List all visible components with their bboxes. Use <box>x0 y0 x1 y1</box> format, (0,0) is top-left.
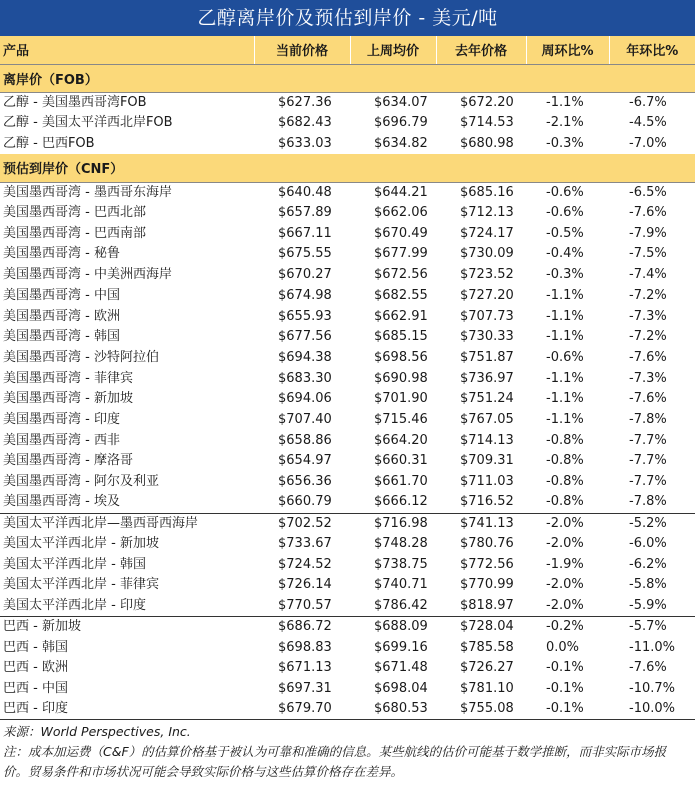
year-change-cell: -6.7% <box>629 94 667 110</box>
week-change-cell: -0.8% <box>546 494 584 510</box>
current-price-cell: $640.48 <box>278 184 332 200</box>
last-week-avg-cell: $661.70 <box>374 474 428 490</box>
last-year-price-cell: $716.52 <box>460 494 514 510</box>
week-change-cell: -0.3% <box>546 135 584 151</box>
year-change-cell: -7.7% <box>629 474 667 490</box>
last-week-avg-cell: $634.07 <box>374 94 428 110</box>
last-year-price-cell: $751.87 <box>460 349 514 365</box>
table-row <box>0 368 695 389</box>
year-change-cell: -7.6% <box>629 660 667 676</box>
year-change-cell: -5.9% <box>629 597 667 613</box>
week-change-cell: -0.1% <box>546 680 584 696</box>
current-price-cell: $683.30 <box>278 370 332 386</box>
last-week-avg-cell: $748.28 <box>374 536 428 552</box>
current-price-cell: $733.67 <box>278 536 332 552</box>
section-header-row <box>0 64 695 92</box>
product-name-cell: 美国墨西哥湾 - 巴西北部 <box>3 205 146 221</box>
product-name-cell: 美国太平洋西北岸 - 菲律宾 <box>3 577 159 593</box>
section-label: 预估到岸价（CNF） <box>0 154 695 182</box>
last-week-avg-cell: $680.53 <box>350 699 436 720</box>
current-price-cell: $686.72 <box>254 617 350 638</box>
last-year-price-cell: $781.10 <box>460 680 514 696</box>
current-price-cell: $694.06 <box>278 391 332 407</box>
last-week-avg-cell: $666.12 <box>374 494 428 510</box>
last-week-avg-cell: $685.15 <box>374 329 428 345</box>
year-change-cell: -7.3% <box>629 308 667 324</box>
current-price-cell: $682.43 <box>278 115 332 131</box>
header-row <box>0 36 695 64</box>
year-change-cell: -5.7% <box>609 617 695 638</box>
week-change-cell: -1.1% <box>546 287 584 303</box>
table-row <box>0 679 695 700</box>
week-change-cell: -0.1% <box>546 660 584 676</box>
year-change-cell: -7.8% <box>629 411 667 427</box>
product-name-cell: 美国墨西哥湾 - 沙特阿拉伯 <box>3 349 159 365</box>
last-year-price-cell: $785.58 <box>460 639 514 655</box>
last-week-avg-cell: $662.91 <box>374 308 428 324</box>
col-header-year-change: 年环比% <box>609 36 695 64</box>
year-change-cell: -7.2% <box>629 329 667 345</box>
product-name-cell: 美国墨西哥湾 - 新加坡 <box>3 391 133 407</box>
table-row <box>0 575 695 596</box>
product-name-cell: 美国墨西哥湾 - 中美洲西海岸 <box>3 267 172 283</box>
last-year-price-cell: $714.13 <box>460 432 514 448</box>
week-change-cell: -0.5% <box>546 225 584 241</box>
year-change-cell: -7.0% <box>629 135 667 151</box>
last-week-avg-cell: $671.48 <box>374 660 428 676</box>
section-header-row <box>0 154 695 182</box>
last-year-price-cell: $711.03 <box>460 474 514 490</box>
last-year-price-cell: $818.97 <box>460 597 514 613</box>
table-row <box>0 327 695 348</box>
last-week-avg-cell: $670.49 <box>374 225 428 241</box>
week-change-cell: -0.4% <box>546 246 584 262</box>
table-row <box>0 617 695 638</box>
week-change-cell: -1.1% <box>546 308 584 324</box>
week-change-cell: -2.0% <box>526 513 609 534</box>
current-price-cell: $694.38 <box>278 349 332 365</box>
last-year-price-cell: $755.08 <box>436 699 526 720</box>
year-change-cell: -7.7% <box>629 453 667 469</box>
last-week-avg-cell: $715.46 <box>374 411 428 427</box>
last-year-price-cell: $741.13 <box>436 513 526 534</box>
product-name-cell: 美国墨西哥湾 - 秘鲁 <box>3 246 120 262</box>
last-week-avg-cell: $786.42 <box>374 597 428 613</box>
current-price-cell: $633.03 <box>278 135 332 151</box>
table-row <box>0 92 695 113</box>
last-year-price-cell: $727.20 <box>460 287 514 303</box>
section-label: 离岸价（FOB） <box>0 64 695 92</box>
last-year-price-cell: $724.17 <box>460 225 514 241</box>
last-week-avg-cell: $698.04 <box>374 680 428 696</box>
disclaimer-note: 注：成本加运费（C&F）的估算价格基于被认为可靠和准确的信息。某些航线的估价可能基于数学推断，而非实际市场报价。贸易条件和市场状况可能会导致实际价格与这些估算价格存在差异。 <box>3 744 667 780</box>
current-price-cell: $627.36 <box>278 94 332 110</box>
product-name-cell: 巴西 - 欧洲 <box>3 660 68 676</box>
last-week-avg-cell: $716.98 <box>350 513 436 534</box>
col-header-last-week-avg: 上周均价 <box>350 36 436 64</box>
current-price-cell: $657.89 <box>278 205 332 221</box>
source-note: 来源：World Perspectives, Inc. <box>3 724 191 740</box>
last-week-avg-cell: $672.56 <box>374 267 428 283</box>
last-year-price-cell: $712.13 <box>460 205 514 221</box>
col-header-product: 产品 <box>0 36 254 64</box>
product-name-cell: 巴西 - 新加坡 <box>0 617 254 638</box>
year-change-cell: -7.6% <box>629 205 667 221</box>
last-week-avg-cell: $660.31 <box>374 453 428 469</box>
week-change-cell: -0.6% <box>546 205 584 221</box>
week-change-cell: -2.0% <box>546 536 584 552</box>
table-row <box>0 265 695 286</box>
current-price-cell: $679.70 <box>254 699 350 720</box>
footnotes <box>0 720 695 782</box>
table-row <box>0 389 695 410</box>
last-week-avg-cell: $690.98 <box>374 370 428 386</box>
table-row <box>0 596 695 617</box>
last-year-price-cell: $772.56 <box>460 556 514 572</box>
table-row <box>0 286 695 307</box>
current-price-cell: $697.31 <box>278 680 332 696</box>
last-week-avg-cell: $662.06 <box>374 205 428 221</box>
year-change-cell: -7.3% <box>629 370 667 386</box>
last-week-avg-cell: $688.09 <box>350 617 436 638</box>
table-row <box>0 430 695 451</box>
last-week-avg-cell: $738.75 <box>374 556 428 572</box>
table-row <box>0 699 695 720</box>
week-change-cell: -0.8% <box>546 474 584 490</box>
last-week-avg-cell: $698.56 <box>374 349 428 365</box>
table-row <box>0 113 695 134</box>
year-change-cell: -7.2% <box>629 287 667 303</box>
current-price-cell: $675.55 <box>278 246 332 262</box>
current-price-cell: $656.36 <box>278 474 332 490</box>
col-header-week-change: 周环比% <box>526 36 609 64</box>
product-name-cell: 美国墨西哥湾 - 墨西哥东海岸 <box>3 184 172 200</box>
table-row <box>0 223 695 244</box>
current-price-cell: $698.83 <box>278 639 332 655</box>
year-change-cell: -7.9% <box>629 225 667 241</box>
year-change-cell: -6.0% <box>629 536 667 552</box>
table-row <box>0 182 695 203</box>
current-price-cell: $654.97 <box>278 453 332 469</box>
product-name-cell: 乙醇 - 巴西FOB <box>3 135 95 151</box>
current-price-cell: $670.27 <box>278 267 332 283</box>
current-price-cell: $658.86 <box>278 432 332 448</box>
table-row <box>0 410 695 431</box>
product-name-cell: 美国墨西哥湾 - 欧洲 <box>3 308 120 324</box>
week-change-cell: -0.8% <box>546 453 584 469</box>
price-table <box>0 36 695 720</box>
last-year-price-cell: $770.99 <box>460 577 514 593</box>
last-year-price-cell: $736.97 <box>460 370 514 386</box>
table-row <box>0 492 695 513</box>
week-change-cell: -1.1% <box>546 411 584 427</box>
week-change-cell: -2.0% <box>546 577 584 593</box>
product-name-cell: 美国墨西哥湾 - 韩国 <box>3 329 120 345</box>
table-row <box>0 203 695 224</box>
year-change-cell: -7.8% <box>629 494 667 510</box>
current-price-cell: $660.79 <box>278 494 332 510</box>
week-change-cell: -0.3% <box>546 267 584 283</box>
week-change-cell: -0.6% <box>546 349 584 365</box>
week-change-cell: -0.2% <box>526 617 609 638</box>
last-week-avg-cell: $644.21 <box>374 184 428 200</box>
product-name-cell: 巴西 - 韩国 <box>3 639 68 655</box>
last-year-price-cell: $723.52 <box>460 267 514 283</box>
last-year-price-cell: $780.76 <box>460 536 514 552</box>
year-change-cell: -6.2% <box>629 556 667 572</box>
product-name-cell: 美国墨西哥湾 - 菲律宾 <box>3 370 133 386</box>
product-name-cell: 美国墨西哥湾 - 西非 <box>3 432 120 448</box>
table-row <box>0 133 695 154</box>
table-row <box>0 306 695 327</box>
product-name-cell: 美国太平洋西北岸—墨西哥西海岸 <box>0 513 254 534</box>
table-row <box>0 451 695 472</box>
product-name-cell: 美国墨西哥湾 - 摩洛哥 <box>3 453 133 469</box>
year-change-cell: -7.6% <box>629 349 667 365</box>
last-week-avg-cell: $701.90 <box>374 391 428 407</box>
table-title: 乙醇离岸价及预估到岸价 - 美元/吨 <box>0 0 695 36</box>
col-header-last-year-price: 去年价格 <box>436 36 526 64</box>
week-change-cell: -1.1% <box>546 94 584 110</box>
last-year-price-cell: $685.16 <box>460 184 514 200</box>
week-change-cell: -1.1% <box>546 391 584 407</box>
last-year-price-cell: $707.73 <box>460 308 514 324</box>
product-name-cell: 美国太平洋西北岸 - 印度 <box>3 597 146 613</box>
last-week-avg-cell: $699.16 <box>374 639 428 655</box>
week-change-cell: -1.1% <box>546 370 584 386</box>
last-year-price-cell: $730.33 <box>460 329 514 345</box>
week-change-cell: -1.1% <box>546 329 584 345</box>
week-change-cell: -1.9% <box>546 556 584 572</box>
year-change-cell: -7.6% <box>629 391 667 407</box>
year-change-cell: -10.0% <box>609 699 695 720</box>
year-change-cell: -11.0% <box>629 639 675 655</box>
week-change-cell: 0.0% <box>546 639 580 655</box>
week-change-cell: -0.1% <box>526 699 609 720</box>
product-name-cell: 美国太平洋西北岸 - 韩国 <box>3 556 146 572</box>
product-name-cell: 乙醇 - 美国墨西哥湾FOB <box>3 94 147 110</box>
product-name-cell: 美国墨西哥湾 - 印度 <box>3 411 120 427</box>
product-name-cell: 美国太平洋西北岸 - 新加坡 <box>3 536 159 552</box>
last-week-avg-cell: $634.82 <box>374 135 428 151</box>
table-row <box>0 554 695 575</box>
table-row <box>0 348 695 369</box>
product-name-cell: 巴西 - 中国 <box>3 680 68 696</box>
current-price-cell: $671.13 <box>278 660 332 676</box>
year-change-cell: -7.7% <box>629 432 667 448</box>
product-name-cell: 巴西 - 印度 <box>0 699 254 720</box>
last-week-avg-cell: $664.20 <box>374 432 428 448</box>
week-change-cell: -2.1% <box>546 115 584 131</box>
last-year-price-cell: $728.04 <box>436 617 526 638</box>
week-change-cell: -2.0% <box>546 597 584 613</box>
last-year-price-cell: $709.31 <box>460 453 514 469</box>
col-header-current-price: 当前价格 <box>254 36 350 64</box>
table-row <box>0 472 695 493</box>
last-week-avg-cell: $677.99 <box>374 246 428 262</box>
current-price-cell: $702.52 <box>254 513 350 534</box>
table-row <box>0 637 695 658</box>
year-change-cell: -7.5% <box>629 246 667 262</box>
table-row <box>0 534 695 555</box>
year-change-cell: -5.2% <box>609 513 695 534</box>
last-week-avg-cell: $740.71 <box>374 577 428 593</box>
year-change-cell: -5.8% <box>629 577 667 593</box>
week-change-cell: -0.8% <box>546 432 584 448</box>
table-row <box>0 658 695 679</box>
current-price-cell: $674.98 <box>278 287 332 303</box>
current-price-cell: $655.93 <box>278 308 332 324</box>
year-change-cell: -6.5% <box>629 184 667 200</box>
year-change-cell: -4.5% <box>629 115 667 131</box>
current-price-cell: $677.56 <box>278 329 332 345</box>
last-year-price-cell: $751.24 <box>460 391 514 407</box>
table-row <box>0 244 695 265</box>
current-price-cell: $726.14 <box>278 577 332 593</box>
last-week-avg-cell: $696.79 <box>374 115 428 131</box>
table-body <box>0 64 695 720</box>
product-name-cell: 美国墨西哥湾 - 巴西南部 <box>3 225 146 241</box>
last-week-avg-cell: $682.55 <box>374 287 428 303</box>
last-year-price-cell: $672.20 <box>460 94 514 110</box>
last-year-price-cell: $767.05 <box>460 411 514 427</box>
year-change-cell: -7.4% <box>629 267 667 283</box>
last-year-price-cell: $726.27 <box>460 660 514 676</box>
year-change-cell: -10.7% <box>629 680 675 696</box>
product-name-cell: 乙醇 - 美国太平洋西北岸FOB <box>3 115 173 131</box>
last-year-price-cell: $680.98 <box>460 135 514 151</box>
product-name-cell: 美国墨西哥湾 - 阿尔及利亚 <box>3 474 159 490</box>
current-price-cell: $707.40 <box>278 411 332 427</box>
product-name-cell: 美国墨西哥湾 - 中国 <box>3 287 120 303</box>
product-name-cell: 美国墨西哥湾 - 埃及 <box>3 494 120 510</box>
current-price-cell: $667.11 <box>278 225 332 241</box>
last-year-price-cell: $730.09 <box>460 246 514 262</box>
last-year-price-cell: $714.53 <box>460 115 514 131</box>
current-price-cell: $770.57 <box>278 597 332 613</box>
current-price-cell: $724.52 <box>278 556 332 572</box>
table-row <box>0 513 695 534</box>
week-change-cell: -0.6% <box>546 184 584 200</box>
